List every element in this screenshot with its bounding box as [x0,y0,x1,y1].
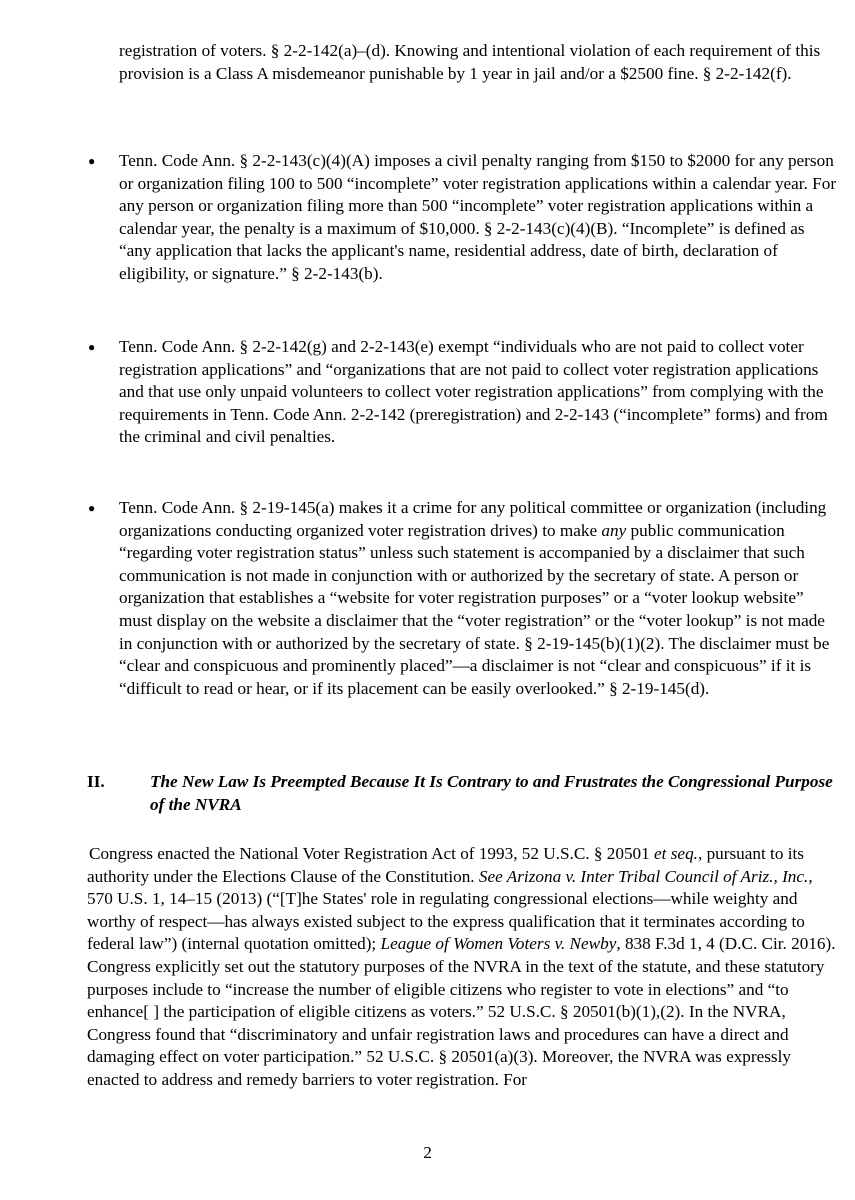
section-title: The New Law Is Preempted Because It Is Contrary to and Frustrates the Congressional Purpose of the NVRA [150,772,833,814]
bullet-text-before: Tenn. Code Ann. § 2-19-145(a) makes it a crime for any political committee or organization (including organizations conducting organized voter registration drives) to make [119,498,827,540]
continuation-paragraph: registration of voters. § 2-2-142(a)–(d). Knowing and intentional violation of each requirement of this provision is a Class A misdemeanor punishable by 1 year in jail and/or a $2500 fine. § 2-2-142(f). [119,41,821,83]
para-seg-3: 570 U.S. 1, 14–15 (2013) (“[T]he States' role in regulating congressional elections—while weighty and worthy of respect—has always existed subject to the express qualification that it terminates according to federal law”) (internal quotation omitted); [87,889,805,954]
bullet-item-disclaimer [88,497,841,700]
page-number: 2 [423,1143,432,1162]
bullet-icon: ● [88,154,96,168]
para-italic-arizona-citation: See Arizona v. Inter Tribal Council of Ariz., Inc., [478,866,813,886]
bullet-icon: ● [88,501,96,515]
para-seg-2: , pursuant to its authority under the Elections Clause of the Constitution. [87,844,804,886]
body-paragraph [87,843,841,1092]
section-number: II. [87,772,105,791]
bullet-text: Tenn. Code Ann. § 2-2-142(g) and 2-2-143(e) exempt “individuals who are not paid to collect voter registration applications” and “organizations that are not paid to collect voter registration applications and that use only unpaid volunteers to collect voter registration applications” from complying with the requirements in Tenn. Code Ann. 2-2-142 (preregistration) and 2-2-143 (“incomplete” forms) and from the criminal and civil penalties. [119,337,828,447]
bullet-text: Tenn. Code Ann. § 2-2-143(c)(4)(A) imposes a civil penalty ranging from $150 to $2000 for any person or organization filing 100 to 500 “incomplete” voter registration applications within a calendar year. For any person or organization filing more than 500 “incomplete” voter registration applications within a calendar year, the penalty is a maximum of $10,000. § 2-2-143(c)(4)(B). “Incomplete” is defined as “any application that lacks the applicant's name, residential address, date of birth, declaration of eligibility, or signature.” § 2-2-143(b). [119,151,837,283]
bullet-item-civil-penalty [88,150,841,286]
bullet-item-exemption [88,336,841,449]
para-italic-league-citation: League of Women Voters v. Newby [380,934,617,954]
para-italic-et-seq: et seq. [654,844,698,863]
para-seg-4: , 838 F.3d 1, 4 (D.C. Cir. 2016). Congress explicitly set out the statutory purposes of the NVRA in the text of the statute, and these statutory purposes include to “increase the number of eligible citizens who register to vote in elections” and “to enhance[ ] the participation of eligible citizens as voters.” 52 U.S.C. § 20501(b)(1),(2). In the NVRA, Congress found that “discriminatory and unfair registration laws and procedures can have a direct and damaging effect on voter participation.” 52 U.S.C. § 20501(a)(3). Moreover, the NVRA was expressly enacted to address and remedy barriers to voter registration. For [87,934,836,1089]
bullet-icon: ● [88,340,96,354]
para-seg-1: Congress enacted the National Voter Registration Act of 1993, 52 U.S.C. § 20501 [89,844,655,863]
bullet-text-italic: any [601,520,627,540]
bullet-text-after: public communication “regarding voter registration status” unless such statement is accompanied by a disclaimer that such communication is not made in conjunction with or authorized by the secretary of state. A person or organization that establishes a “website for voter registration purposes” or a “voter lookup website” must display on the website a disclaimer that the “voter registration” or the “voter lookup” is not made in conjunction with or authorized by the secretary of state. § 2-19-145(b)(1)(2). The disclaimer must be “clear and conspicuous and prominently placed”—a disclaimer is not “clear and conspicuous” if it is “difficult to read or hear, or if its placement can be easily overlooked.” § 2-19-145(d). [119,520,830,698]
bullet-text [119,497,841,700]
